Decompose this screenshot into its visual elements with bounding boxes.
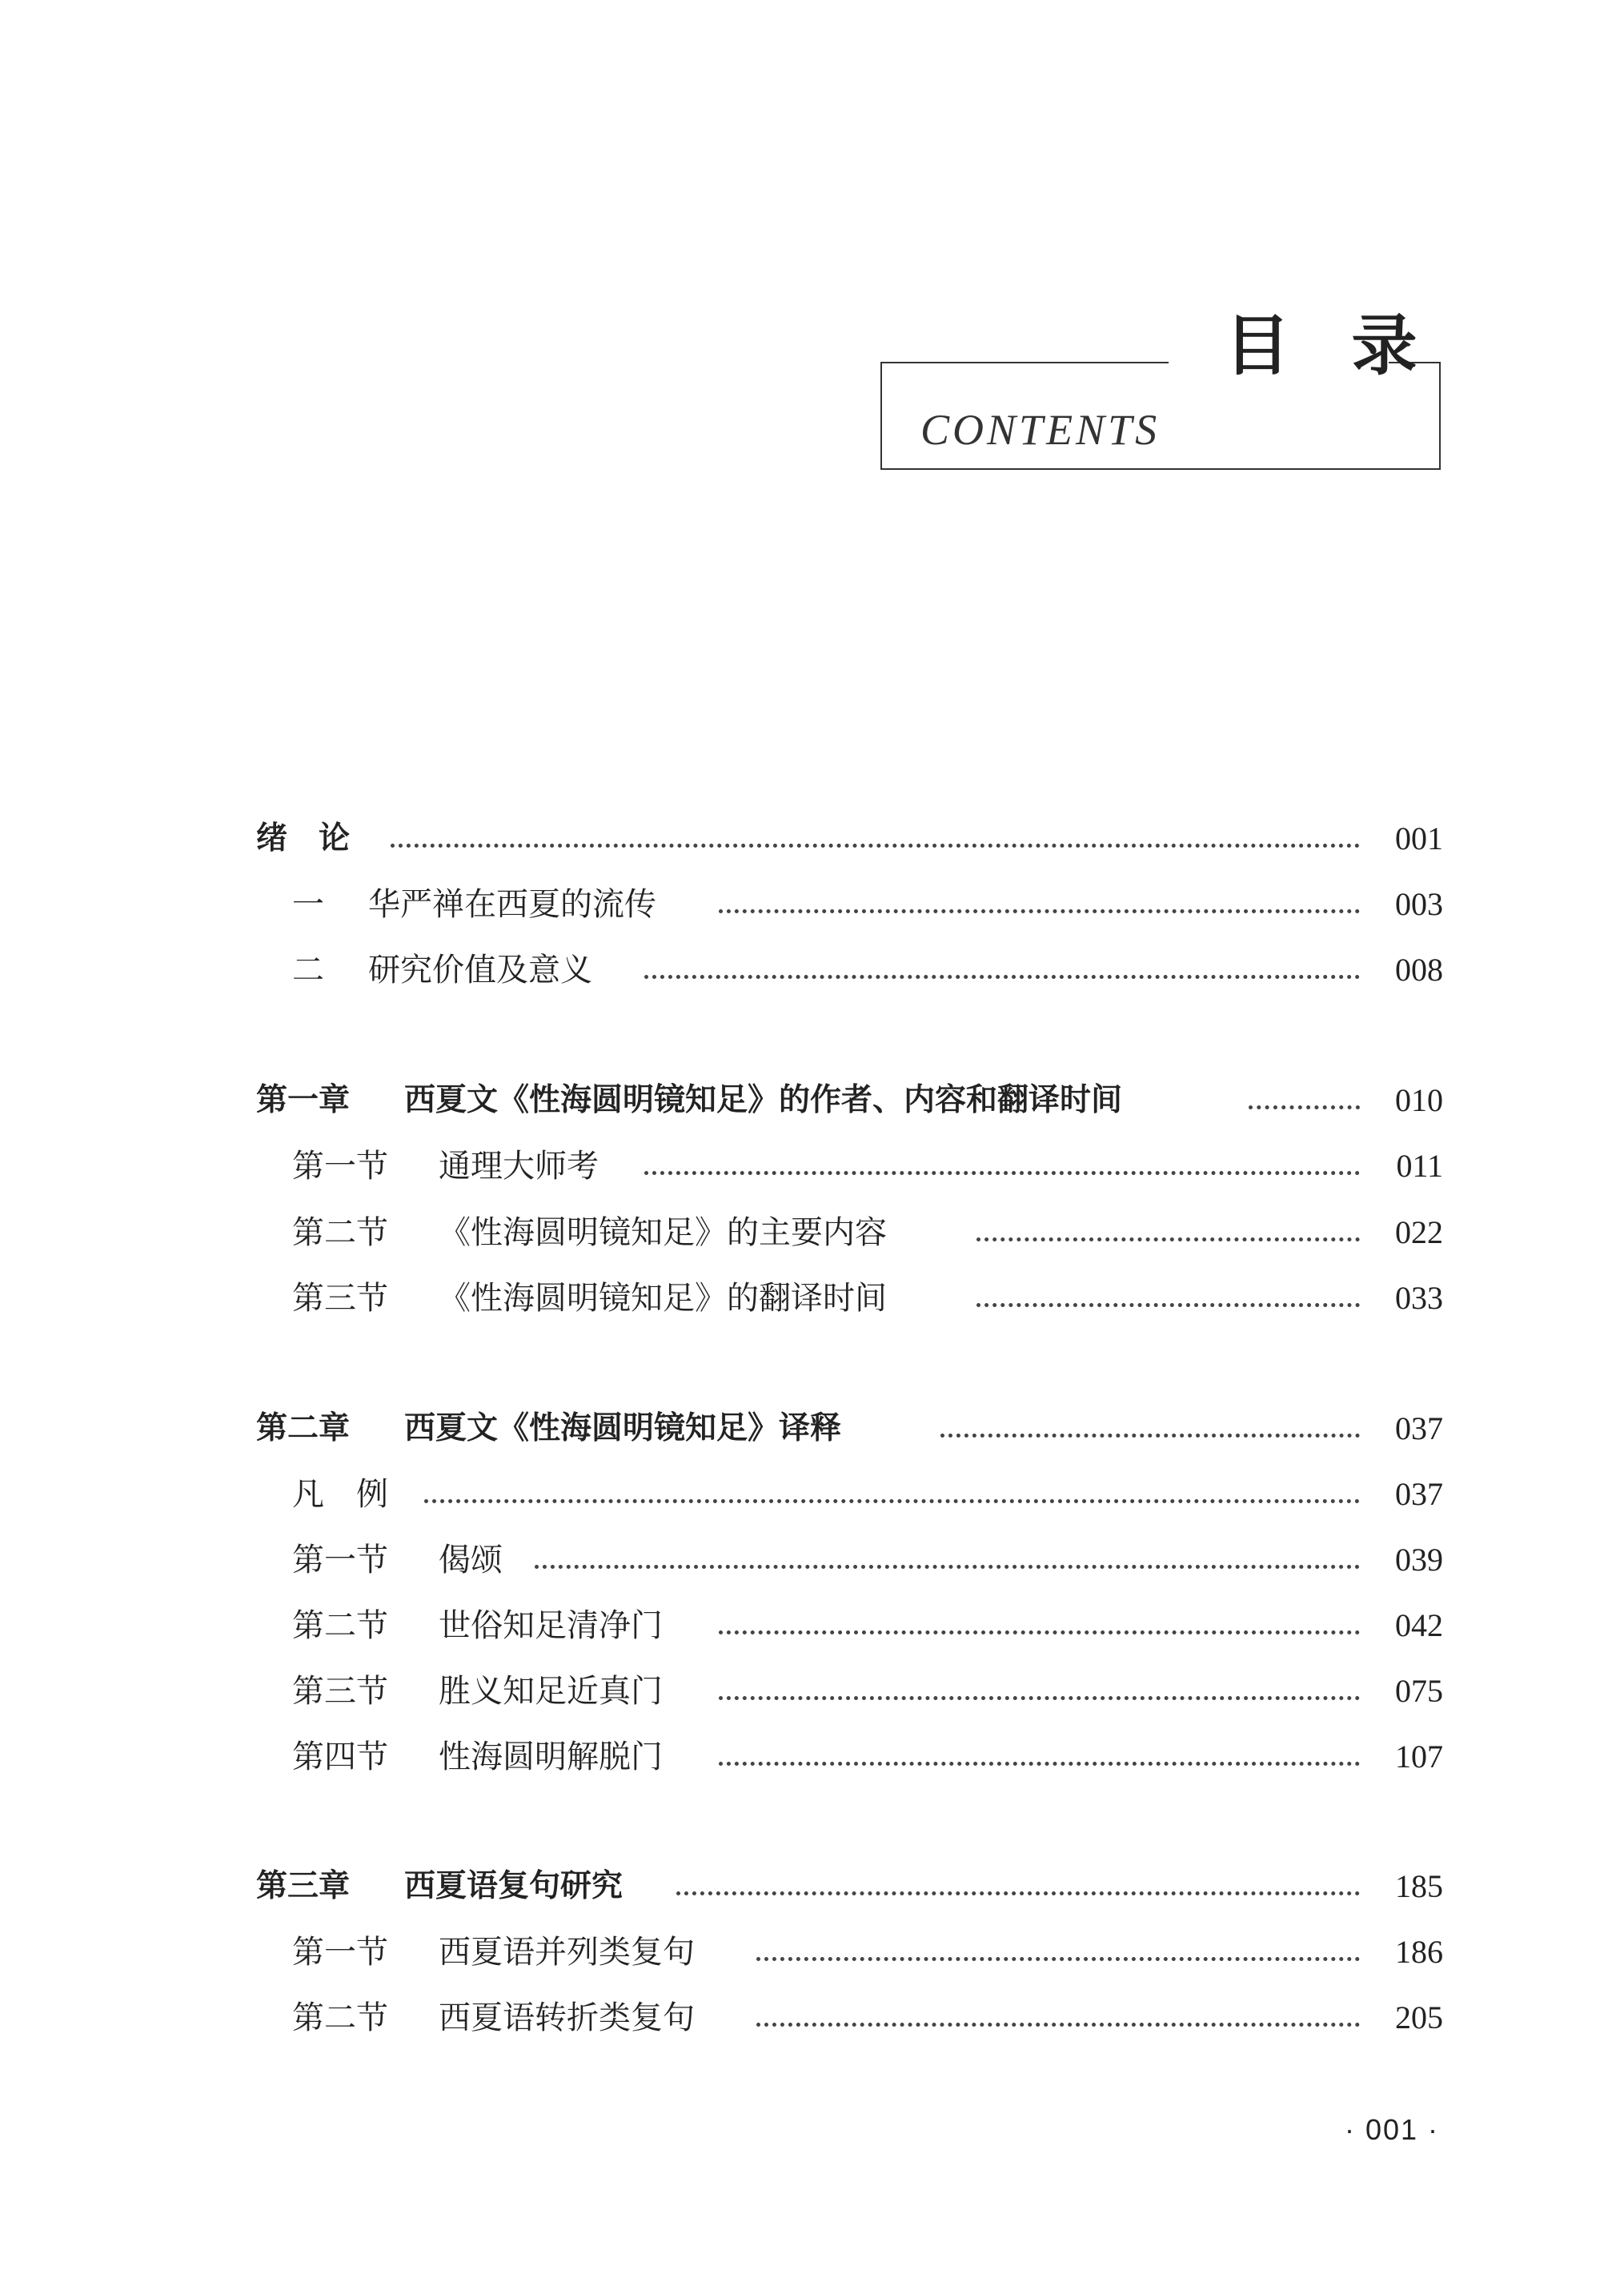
toc-entry[interactable] bbox=[0, 946, 1624, 994]
toc-entry-label: 一 bbox=[292, 886, 324, 923]
toc-entry[interactable] bbox=[0, 1928, 1624, 1976]
toc-page-number: 186 bbox=[1395, 1934, 1443, 1970]
toc-entry-title: 西夏语复句研究 bbox=[404, 1868, 624, 1904]
toc-leader-dots bbox=[756, 1957, 1360, 1961]
toc-entry-title: 《性海圆明镜知足》的翻译时间 bbox=[439, 1280, 887, 1317]
toc-entry-label: 凡 例 bbox=[292, 1476, 388, 1513]
toc-page-number: 205 bbox=[1395, 1999, 1443, 2035]
page-number: · 001 · bbox=[1345, 2113, 1440, 2146]
toc-entry-introduction[interactable] bbox=[0, 815, 1624, 863]
toc-entry-title: 偈颂 bbox=[439, 1542, 503, 1578]
toc-entry-label: 第一节 bbox=[292, 1148, 388, 1185]
toc-entry-chapter-1[interactable] bbox=[0, 1077, 1624, 1125]
toc-entry[interactable] bbox=[0, 1209, 1624, 1257]
toc-entry-label: 第三章 bbox=[256, 1868, 351, 1904]
toc-entry-label: 第四节 bbox=[292, 1739, 388, 1775]
toc-entry-label: 二 bbox=[292, 952, 324, 989]
toc-page-number: 010 bbox=[1395, 1082, 1443, 1118]
toc-entry-title: 《性海圆明镜知足》的主要内容 bbox=[439, 1214, 887, 1251]
toc-entry-title: 西夏文《性海圆明镜知足》的作者、内容和翻译时间 bbox=[404, 1082, 1123, 1118]
toc-entry[interactable] bbox=[0, 1602, 1624, 1650]
toc-leader-dots bbox=[1249, 1105, 1360, 1109]
toc-leader-dots bbox=[391, 844, 1360, 848]
toc-entry[interactable] bbox=[0, 1733, 1624, 1781]
toc-page-number: 001 bbox=[1395, 820, 1443, 856]
toc-entry-title: 研究价值及意义 bbox=[368, 952, 592, 989]
toc-entry-title: 性海圆明解脱门 bbox=[439, 1739, 663, 1775]
toc-page-number: 011 bbox=[1396, 1148, 1443, 1184]
toc-entry-label: 绪 论 bbox=[256, 820, 351, 856]
toc-page-number: 033 bbox=[1395, 1280, 1443, 1316]
toc-leader-dots bbox=[756, 2023, 1360, 2027]
toc-leader-dots bbox=[719, 1696, 1360, 1700]
toc-entry-chapter-2[interactable] bbox=[0, 1405, 1624, 1453]
toc-entry-title: 华严禅在西夏的流传 bbox=[368, 886, 656, 923]
toc-entry-label: 第一章 bbox=[256, 1082, 351, 1118]
toc-page-number: 022 bbox=[1395, 1214, 1443, 1250]
toc-entry[interactable] bbox=[0, 880, 1624, 928]
toc-page-number: 075 bbox=[1395, 1673, 1443, 1709]
toc-entry-title: 西夏语并列类复句 bbox=[439, 1934, 695, 1971]
toc-entry-label: 第一节 bbox=[292, 1934, 388, 1971]
toc-entry-label: 第二节 bbox=[292, 1607, 388, 1644]
toc-entry-label: 第二节 bbox=[292, 1214, 388, 1251]
toc-leader-dots bbox=[719, 1630, 1360, 1634]
toc-entry-label: 第三节 bbox=[292, 1673, 388, 1710]
toc-entry-label: 第一节 bbox=[292, 1542, 388, 1578]
page-title: 目 录 bbox=[1225, 308, 1437, 384]
toc-leader-dots bbox=[719, 909, 1360, 913]
toc-entry-chapter-3[interactable] bbox=[0, 1863, 1624, 1911]
toc-entry-label: 第二节 bbox=[292, 1999, 388, 2036]
toc-leader-dots bbox=[676, 1891, 1360, 1895]
toc-page-number: 037 bbox=[1395, 1410, 1443, 1446]
toc-entry-label: 第三节 bbox=[292, 1280, 388, 1317]
toc-entry-title: 胜义知足近真门 bbox=[439, 1673, 663, 1710]
toc-page-number: 107 bbox=[1395, 1739, 1443, 1775]
toc-leader-dots bbox=[976, 1303, 1360, 1307]
toc-entry-title: 西夏语转折类复句 bbox=[439, 1999, 695, 2036]
toc-leader-dots bbox=[940, 1434, 1360, 1438]
toc-entry-title: 西夏文《性海圆明镜知足》译释 bbox=[404, 1410, 842, 1446]
toc-leader-dots bbox=[644, 975, 1360, 979]
toc-page-number: 039 bbox=[1395, 1542, 1443, 1578]
toc-page-number: 185 bbox=[1395, 1868, 1443, 1904]
toc-entry[interactable] bbox=[0, 1536, 1624, 1584]
toc-entry-title: 世俗知足清净门 bbox=[439, 1607, 663, 1644]
toc-leader-dots bbox=[719, 1762, 1360, 1766]
toc-leader-dots bbox=[424, 1499, 1360, 1503]
toc-leader-dots bbox=[976, 1237, 1360, 1241]
toc-page-number: 003 bbox=[1395, 886, 1443, 922]
toc-page-number: 008 bbox=[1395, 952, 1443, 988]
toc-entry[interactable] bbox=[0, 1667, 1624, 1715]
toc-entry[interactable] bbox=[0, 1142, 1624, 1190]
toc-leader-dots bbox=[535, 1565, 1360, 1569]
toc-entry[interactable] bbox=[0, 1994, 1624, 2042]
toc-page-number: 037 bbox=[1395, 1476, 1443, 1512]
toc-leader-dots bbox=[644, 1171, 1360, 1175]
toc-entry[interactable] bbox=[0, 1470, 1624, 1518]
toc-entry-title: 通理大师考 bbox=[439, 1148, 599, 1185]
toc-entry-label: 第二章 bbox=[256, 1410, 351, 1446]
toc-page-number: 042 bbox=[1395, 1607, 1443, 1643]
toc-entry[interactable] bbox=[0, 1274, 1624, 1322]
page-subtitle: CONTENTS bbox=[920, 406, 1161, 454]
